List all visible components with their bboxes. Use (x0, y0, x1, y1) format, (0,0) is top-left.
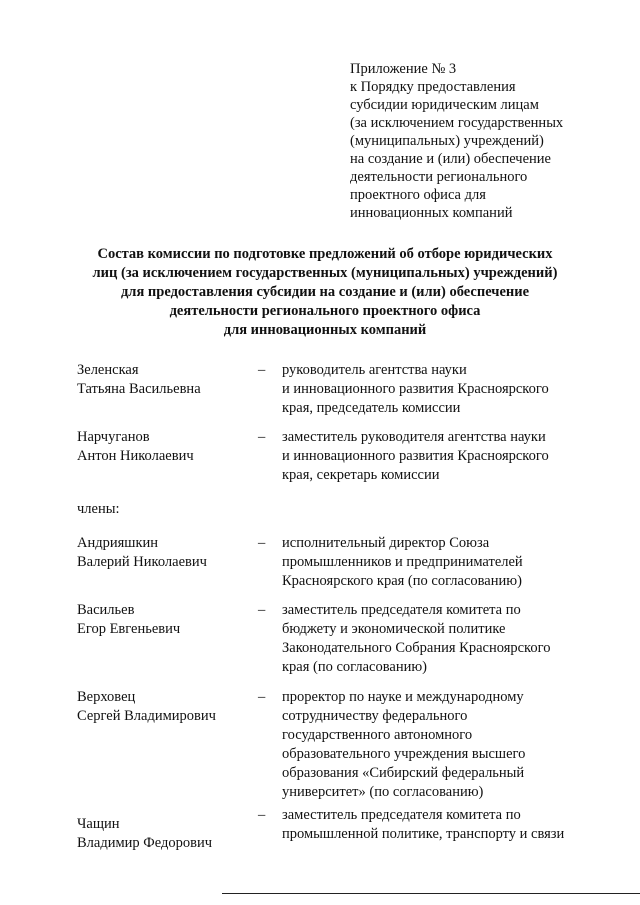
role-line: образовательного учреждения высшего (282, 746, 526, 762)
member-surname: Зеленская (77, 362, 139, 378)
dash-separator: – (258, 429, 266, 445)
member-surname: Андрияшкин (77, 535, 159, 551)
appendix-line: (за исключением государственных (350, 115, 564, 131)
dash-separator: – (258, 689, 266, 705)
member-role (282, 806, 612, 844)
member-name (77, 428, 252, 466)
member-surname: Васильев (77, 602, 135, 618)
member-role (282, 688, 612, 802)
member-given-names: Егор Евгеньевич (77, 621, 181, 637)
appendix-line: на создание и (или) обеспечение (350, 151, 551, 167)
role-line: промышленников и предпринимателей (282, 554, 523, 570)
appendix-line: Приложение № 3 (350, 61, 457, 77)
role-line: университет» (по согласованию) (282, 784, 484, 800)
title-line: деятельности регионального проектного офиса (169, 303, 481, 319)
member-given-names: Антон Николаевич (77, 448, 194, 464)
member-surname: Чащин (77, 816, 120, 832)
role-line: края, секретарь комиссии (282, 467, 440, 483)
member-given-names: Валерий Николаевич (77, 554, 207, 570)
member-role (282, 601, 612, 677)
member-given-names: Татьяна Васильевна (77, 381, 201, 397)
role-line: и инновационного развития Красноярского (282, 381, 549, 397)
appendix-line: инновационных компаний (350, 205, 513, 221)
role-line: Красноярского края (по согласованию) (282, 573, 522, 589)
member-given-names: Владимир Федорович (77, 835, 213, 851)
role-line: края, председатель комиссии (282, 400, 461, 416)
role-line: заместитель руководителя агентства науки (282, 429, 546, 445)
appendix-line: субсидии юридическим лицам (350, 97, 539, 113)
member-name (77, 815, 252, 853)
title-line: Состав комиссии по подготовке предложений об отборе юридических (97, 246, 553, 262)
page-bottom-rule (222, 893, 640, 894)
role-line: Законодательного Собрания Красноярского (282, 640, 551, 656)
member-name (77, 361, 252, 399)
role-line: государственного автономного (282, 727, 473, 743)
member-role (282, 534, 612, 591)
members-label: члены: (77, 501, 120, 517)
appendix-header (350, 60, 630, 222)
title-line: для предоставления субсидии на создание и (или) обеспечение (120, 284, 530, 300)
dash-separator: – (258, 535, 266, 551)
role-line: промышленной политике, транспорту и связи (282, 826, 565, 842)
role-line: заместитель председателя комитета по (282, 807, 521, 823)
role-line: бюджету и экономической политике (282, 621, 506, 637)
appendix-line: проектного офиса для (350, 187, 486, 203)
member-surname: Верховец (77, 689, 136, 705)
member-role (282, 428, 612, 485)
appendix-line: (муниципальных) учреждений) (350, 133, 544, 149)
dash-separator: – (258, 602, 266, 618)
dash-separator: – (258, 362, 266, 378)
appendix-line: деятельности регионального (350, 169, 528, 185)
role-line: руководитель агентства науки (282, 362, 467, 378)
title-line: для инновационных компаний (223, 322, 427, 338)
role-line: сотрудничеству федерального (282, 708, 468, 724)
member-name (77, 601, 252, 639)
member-given-names: Сергей Владимирович (77, 708, 216, 724)
member-name (77, 688, 252, 726)
role-line: заместитель председателя комитета по (282, 602, 521, 618)
member-name (77, 534, 252, 572)
role-line: края (по согласованию) (282, 659, 428, 675)
document-title (40, 245, 610, 340)
role-line: и инновационного развития Красноярского (282, 448, 549, 464)
member-surname: Нарчуганов (77, 429, 150, 445)
appendix-line: к Порядку предоставления (350, 79, 516, 95)
member-role (282, 361, 612, 418)
title-line: лиц (за исключением государственных (муниципальных) учреждений) (92, 265, 558, 281)
role-line: образования «Сибирский федеральный (282, 765, 525, 781)
dash-separator: – (258, 807, 266, 823)
role-line: исполнительный директор Союза (282, 535, 490, 551)
role-line: проректор по науке и международному (282, 689, 524, 705)
